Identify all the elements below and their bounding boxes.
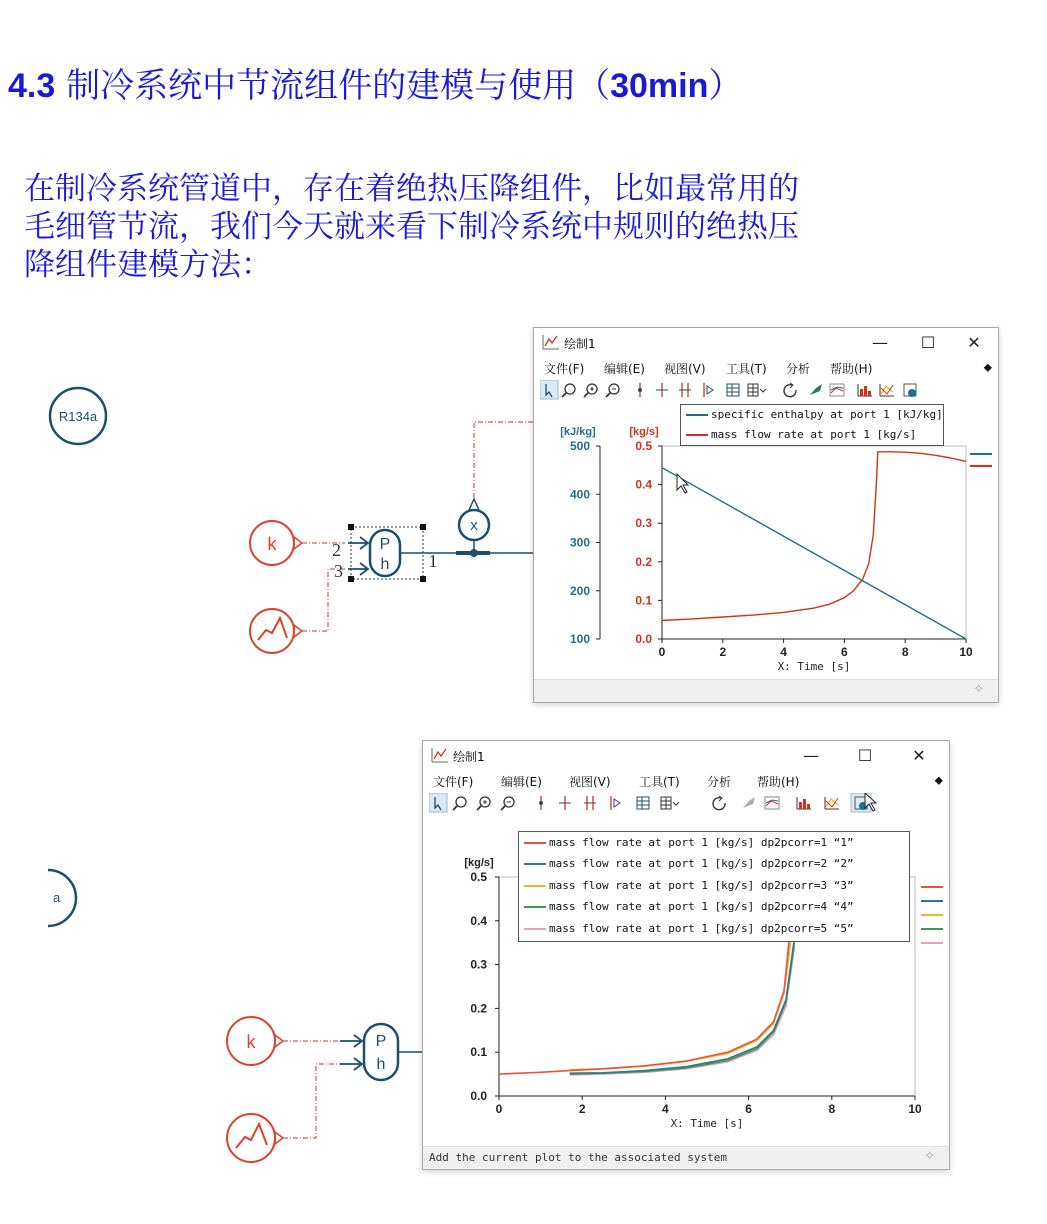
window-title: 绘制1	[564, 337, 596, 351]
ph-boundary-block[interactable]	[340, 1024, 430, 1080]
y-axis-unit: [kg/s]	[464, 857, 494, 869]
y-tick-label: 0.0	[635, 632, 652, 646]
medium-node[interactable]	[48, 870, 76, 926]
y-tick-label: 0.5	[470, 870, 487, 884]
svg-text:k: k	[267, 534, 277, 554]
medium-node[interactable]	[50, 388, 106, 444]
intro-paragraph	[24, 170, 984, 284]
legend-entry: mass flow rate at port 1 [kg/s] dp2pcorr=5 “5”	[519, 919, 909, 940]
k-source[interactable]	[250, 521, 302, 565]
y-tick-label: 0.2	[635, 554, 652, 569]
plot-legend	[518, 831, 910, 942]
minimize-icon[interactable]: —	[872, 333, 888, 352]
legend-entry: mass flow rate at port 1 [kg/s] dp2pcorr=2 “2”	[519, 854, 909, 875]
x-tick-label: 4	[662, 1102, 669, 1116]
x-tick-label: 6	[841, 645, 848, 659]
y-tick-label: 0.4	[635, 477, 652, 492]
series-marker	[921, 942, 943, 944]
plot-window-2	[422, 740, 950, 1170]
plot-legend	[680, 404, 944, 446]
x-tick-label: 2	[578, 1102, 586, 1116]
y-tick-label: 0.3	[635, 516, 652, 531]
x-tick-label: 2	[719, 645, 727, 659]
title-close: ）	[708, 66, 743, 106]
model-diagram-2	[0, 860, 430, 1180]
y-tick-label: 200	[569, 583, 590, 598]
close-icon[interactable]: ✕	[967, 333, 981, 352]
svg-text:h: h	[380, 556, 390, 573]
y-tick-label: 0.0	[470, 1089, 487, 1103]
x-tick-label: 10	[959, 645, 973, 659]
menu-tools[interactable]: 工具(T)	[639, 775, 680, 789]
y-tick-label: 0.5	[635, 439, 652, 453]
title-text: 制冷系统中节流组件的建模与使用（	[55, 66, 611, 106]
ramp-source[interactable]	[227, 1114, 283, 1162]
resize-grip-icon: ✧	[973, 682, 984, 697]
svg-text:P: P	[379, 536, 391, 553]
x-tick-label: 8	[901, 645, 909, 659]
series-marker	[921, 886, 943, 888]
x-tick-label: 6	[745, 1102, 752, 1116]
y-tick-label: 0.4	[470, 913, 487, 928]
menu-file[interactable]: 文件(F)	[433, 775, 474, 789]
intro-line: 毛细管节流，我们今天就来看下制冷系统中规则的绝热压	[24, 209, 799, 245]
model-diagram-1	[0, 370, 540, 670]
pin-icon[interactable]: ⬥	[934, 773, 943, 787]
svg-text:x: x	[470, 517, 478, 534]
x-tick-label: 8	[828, 1102, 836, 1116]
svg-text:h: h	[376, 1056, 386, 1073]
series-marker	[921, 900, 943, 902]
medium-label: R134a	[58, 409, 98, 424]
ramp-source[interactable]	[250, 609, 302, 653]
y-tick-label: 400	[569, 487, 590, 502]
maximize-icon[interactable]: ☐	[920, 333, 936, 352]
series-marker	[921, 928, 943, 930]
signal-connection	[474, 422, 535, 498]
series-marker	[921, 914, 943, 916]
y-axis-unit: [kg/s]	[629, 426, 659, 438]
k-source[interactable]	[227, 1017, 283, 1065]
svg-text:k: k	[246, 1032, 256, 1052]
slide-title	[8, 58, 742, 107]
x-tick-label: 0	[495, 1102, 503, 1116]
y-tick-label: 100	[569, 632, 590, 646]
svg-text:3: 3	[334, 561, 343, 581]
menu-tools[interactable]: 工具(T)	[726, 362, 767, 376]
menu-view[interactable]: 视图(V)	[664, 362, 706, 376]
series-marker	[970, 465, 992, 467]
svg-text:P: P	[375, 1033, 387, 1050]
menu-edit[interactable]: 编辑(E)	[501, 775, 542, 789]
svg-text:2: 2	[332, 540, 341, 560]
y-tick-label: 0.2	[470, 1001, 487, 1016]
status-text: Add the current plot to the associated system	[429, 1151, 728, 1164]
svg-text:a: a	[53, 890, 61, 905]
quality-sensor[interactable]	[459, 499, 489, 557]
signal-connection	[283, 1064, 340, 1138]
close-icon[interactable]: ✕	[912, 746, 926, 765]
x-tick-label: 10	[908, 1102, 922, 1116]
menu-file[interactable]: 文件(F)	[544, 362, 585, 376]
x-tick-label: 0	[658, 645, 666, 659]
intro-line: 在制冷系统管道中，存在着绝热压降组件，比如最常用的	[24, 171, 799, 207]
legend-entry: mass flow rate at port 1 [kg/s] dp2pcorr=1 “1”	[519, 833, 909, 854]
menu-analysis[interactable]: 分析	[786, 362, 811, 376]
y-axis-unit: [kJ/kg]	[560, 426, 596, 438]
series-marker	[970, 453, 992, 455]
plot-area[interactable]	[423, 741, 949, 1169]
x-axis-label: X: Time [s]	[777, 660, 851, 673]
y-tick-label: 0.1	[470, 1045, 487, 1060]
menu-help[interactable]: 帮助(H)	[830, 362, 873, 376]
legend-entry: mass flow rate at port 1 [kg/s] dp2pcorr=3 “3”	[519, 876, 909, 897]
legend-entry: mass flow rate at port 1 [kg/s] dp2pcorr=4 “4”	[519, 897, 909, 918]
y-tick-label: 0.3	[470, 957, 487, 972]
svg-text:1: 1	[428, 551, 438, 571]
plot-area[interactable]	[534, 328, 998, 702]
resize-grip-icon: ✧	[924, 1149, 935, 1164]
intro-line: 降组件建模方法：	[24, 247, 272, 283]
menu-view[interactable]: 视图(V)	[569, 775, 611, 789]
maximize-icon[interactable]: ☐	[857, 746, 873, 765]
title-duration: 30min	[610, 67, 709, 105]
plot-window-1	[533, 327, 999, 703]
y-tick-label: 300	[569, 535, 590, 550]
x-axis-label: X: Time [s]	[670, 1117, 744, 1130]
status-bar	[423, 1146, 949, 1169]
title-number: 4.3	[8, 67, 56, 105]
window-title: 绘制1	[453, 750, 485, 764]
menu-analysis[interactable]: 分析	[707, 775, 732, 789]
y-tick-label: 0.1	[635, 593, 652, 608]
y-tick-label: 500	[569, 439, 590, 453]
status-bar	[534, 679, 998, 702]
menu-help[interactable]: 帮助(H)	[757, 775, 800, 789]
menu-edit[interactable]: 编辑(E)	[604, 362, 645, 376]
legend-entry: mass flow rate at port 1 [kg/s]	[681, 425, 943, 445]
legend-entry: specific enthalpy at port 1 [kJ/kg]	[681, 405, 943, 425]
minimize-icon[interactable]: —	[803, 746, 819, 765]
pin-icon[interactable]: ⬥	[983, 360, 992, 374]
x-tick-label: 4	[780, 645, 787, 659]
